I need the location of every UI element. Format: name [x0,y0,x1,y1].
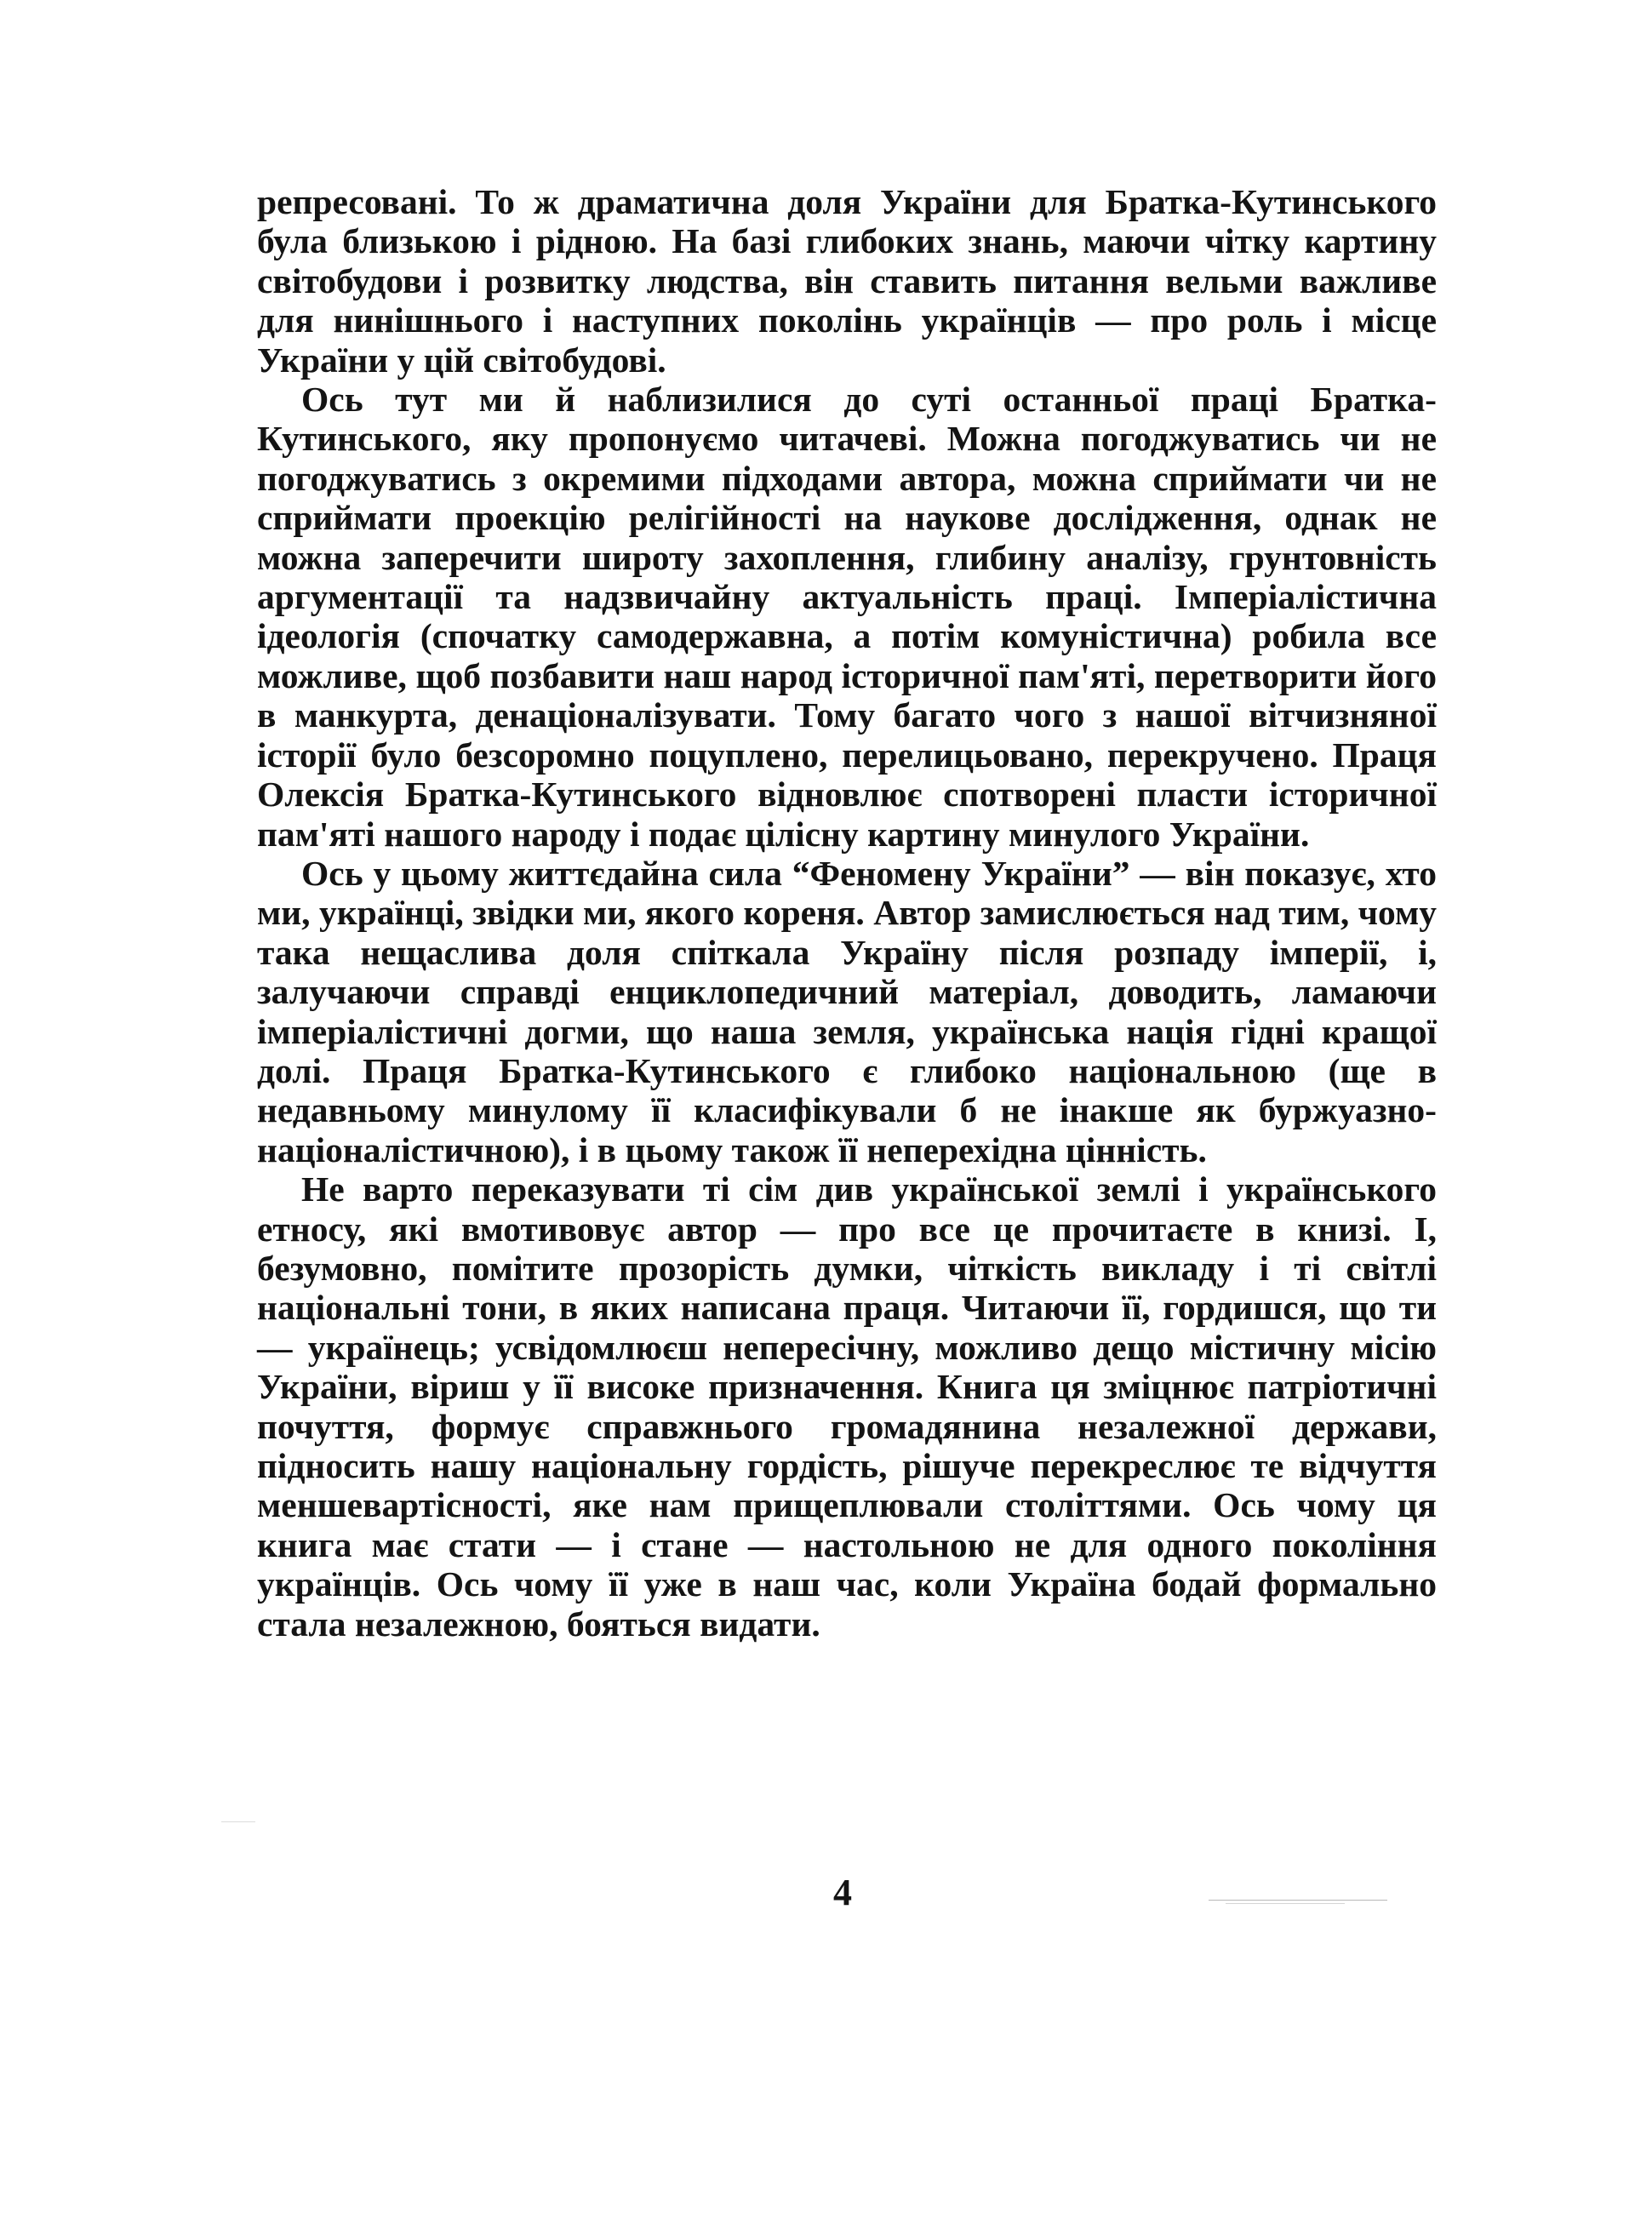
scan-speck [1209,1900,1387,1901]
paragraph-1: репресовані. То ж драматична доля України для Братка-Кутинського була близькою і рідною. На базі глибоких знань, маючи чітку картину світобудови і розвитку людства, він ставить питання вельми важливе для нинішнього і наступних поколінь українців — про роль і місце України у цій світобудові. [257,182,1437,380]
paragraph-3: Ось у цьому життєдайна сила “Феномену України” — він показує, хто ми, українці, звідки ми, якого кореня. Автор замислюється над тим, чому така нещаслива доля спіткала Україну після розпаду імперії, і, залучаючи справді енциклопедичний матеріал, доводить, ламаючи імперіалістичні догми, що наша земля, українська нація гідні кращої долі. Праця Братка-Кутинського є глибоко національною (ще в недавньому минулому її класифікували б не інакше як буржуазно-націоналістичною), і в цьому також її неперехідна цінність. [257,853,1437,1169]
paragraph-4: Не варто переказувати ті сім див української землі і українського етносу, які вмотивовує автор — про все це прочитаєте в книзі. І, безумовно, помітите прозорість думки, чіткість викладу і ті світлі національні тони, в яких написана праця. Читаючи її, гордишся, що ти — українець; усвідомлюєш непересічну, можливо дещо містичну місію України, віриш у її високе призначення. Книга ця зміцнює патріотичні почуття, формує справжнього громадянина незалежної держави, підносить нашу національну гордість, рішуче перекреслює те відчуття меншевартісності, яке нам прищеплювали століттями. Ось чому ця книга має стати — і стане — настольною не для одного покоління українців. Ось чому її уже в наш час, коли Україна бодай формально стала незалежною, бояться видати. [257,1169,1437,1644]
scan-speck [221,1821,255,1822]
scan-speck [1226,1903,1345,1904]
page-number: 4 [833,1872,852,1913]
body-text [257,182,1437,1644]
paragraph-2: Ось тут ми й наблизилися до суті останньої праці Братка-Кутинського, яку пропонуємо читачеві. Можна погоджуватись чи не погоджуватись з окремими підходами автора, можна сприймати чи не сприймати проекцію релігійності на наукове дослідження, однак не можна заперечити широту захоплення, глибину аналізу, грунтовність аргументації та надзвичайну актуальність праці. Імперіалістична ідеологія (спочатку самодержавна, а потім комуністична) робила все можливе, щоб позбавити наш народ історичної пам'яті, перетворити його в манкурта, денаціоналізувати. Тому багато чого з нашої вітчизняної історії було безсоромно поцуплено, перелицьовано, перекручено. Праця Олексія Братка-Кутинського відновлює спотворені пласти історичної пам'яті нашого народу і подає цілісну картину минулого України. [257,380,1437,854]
